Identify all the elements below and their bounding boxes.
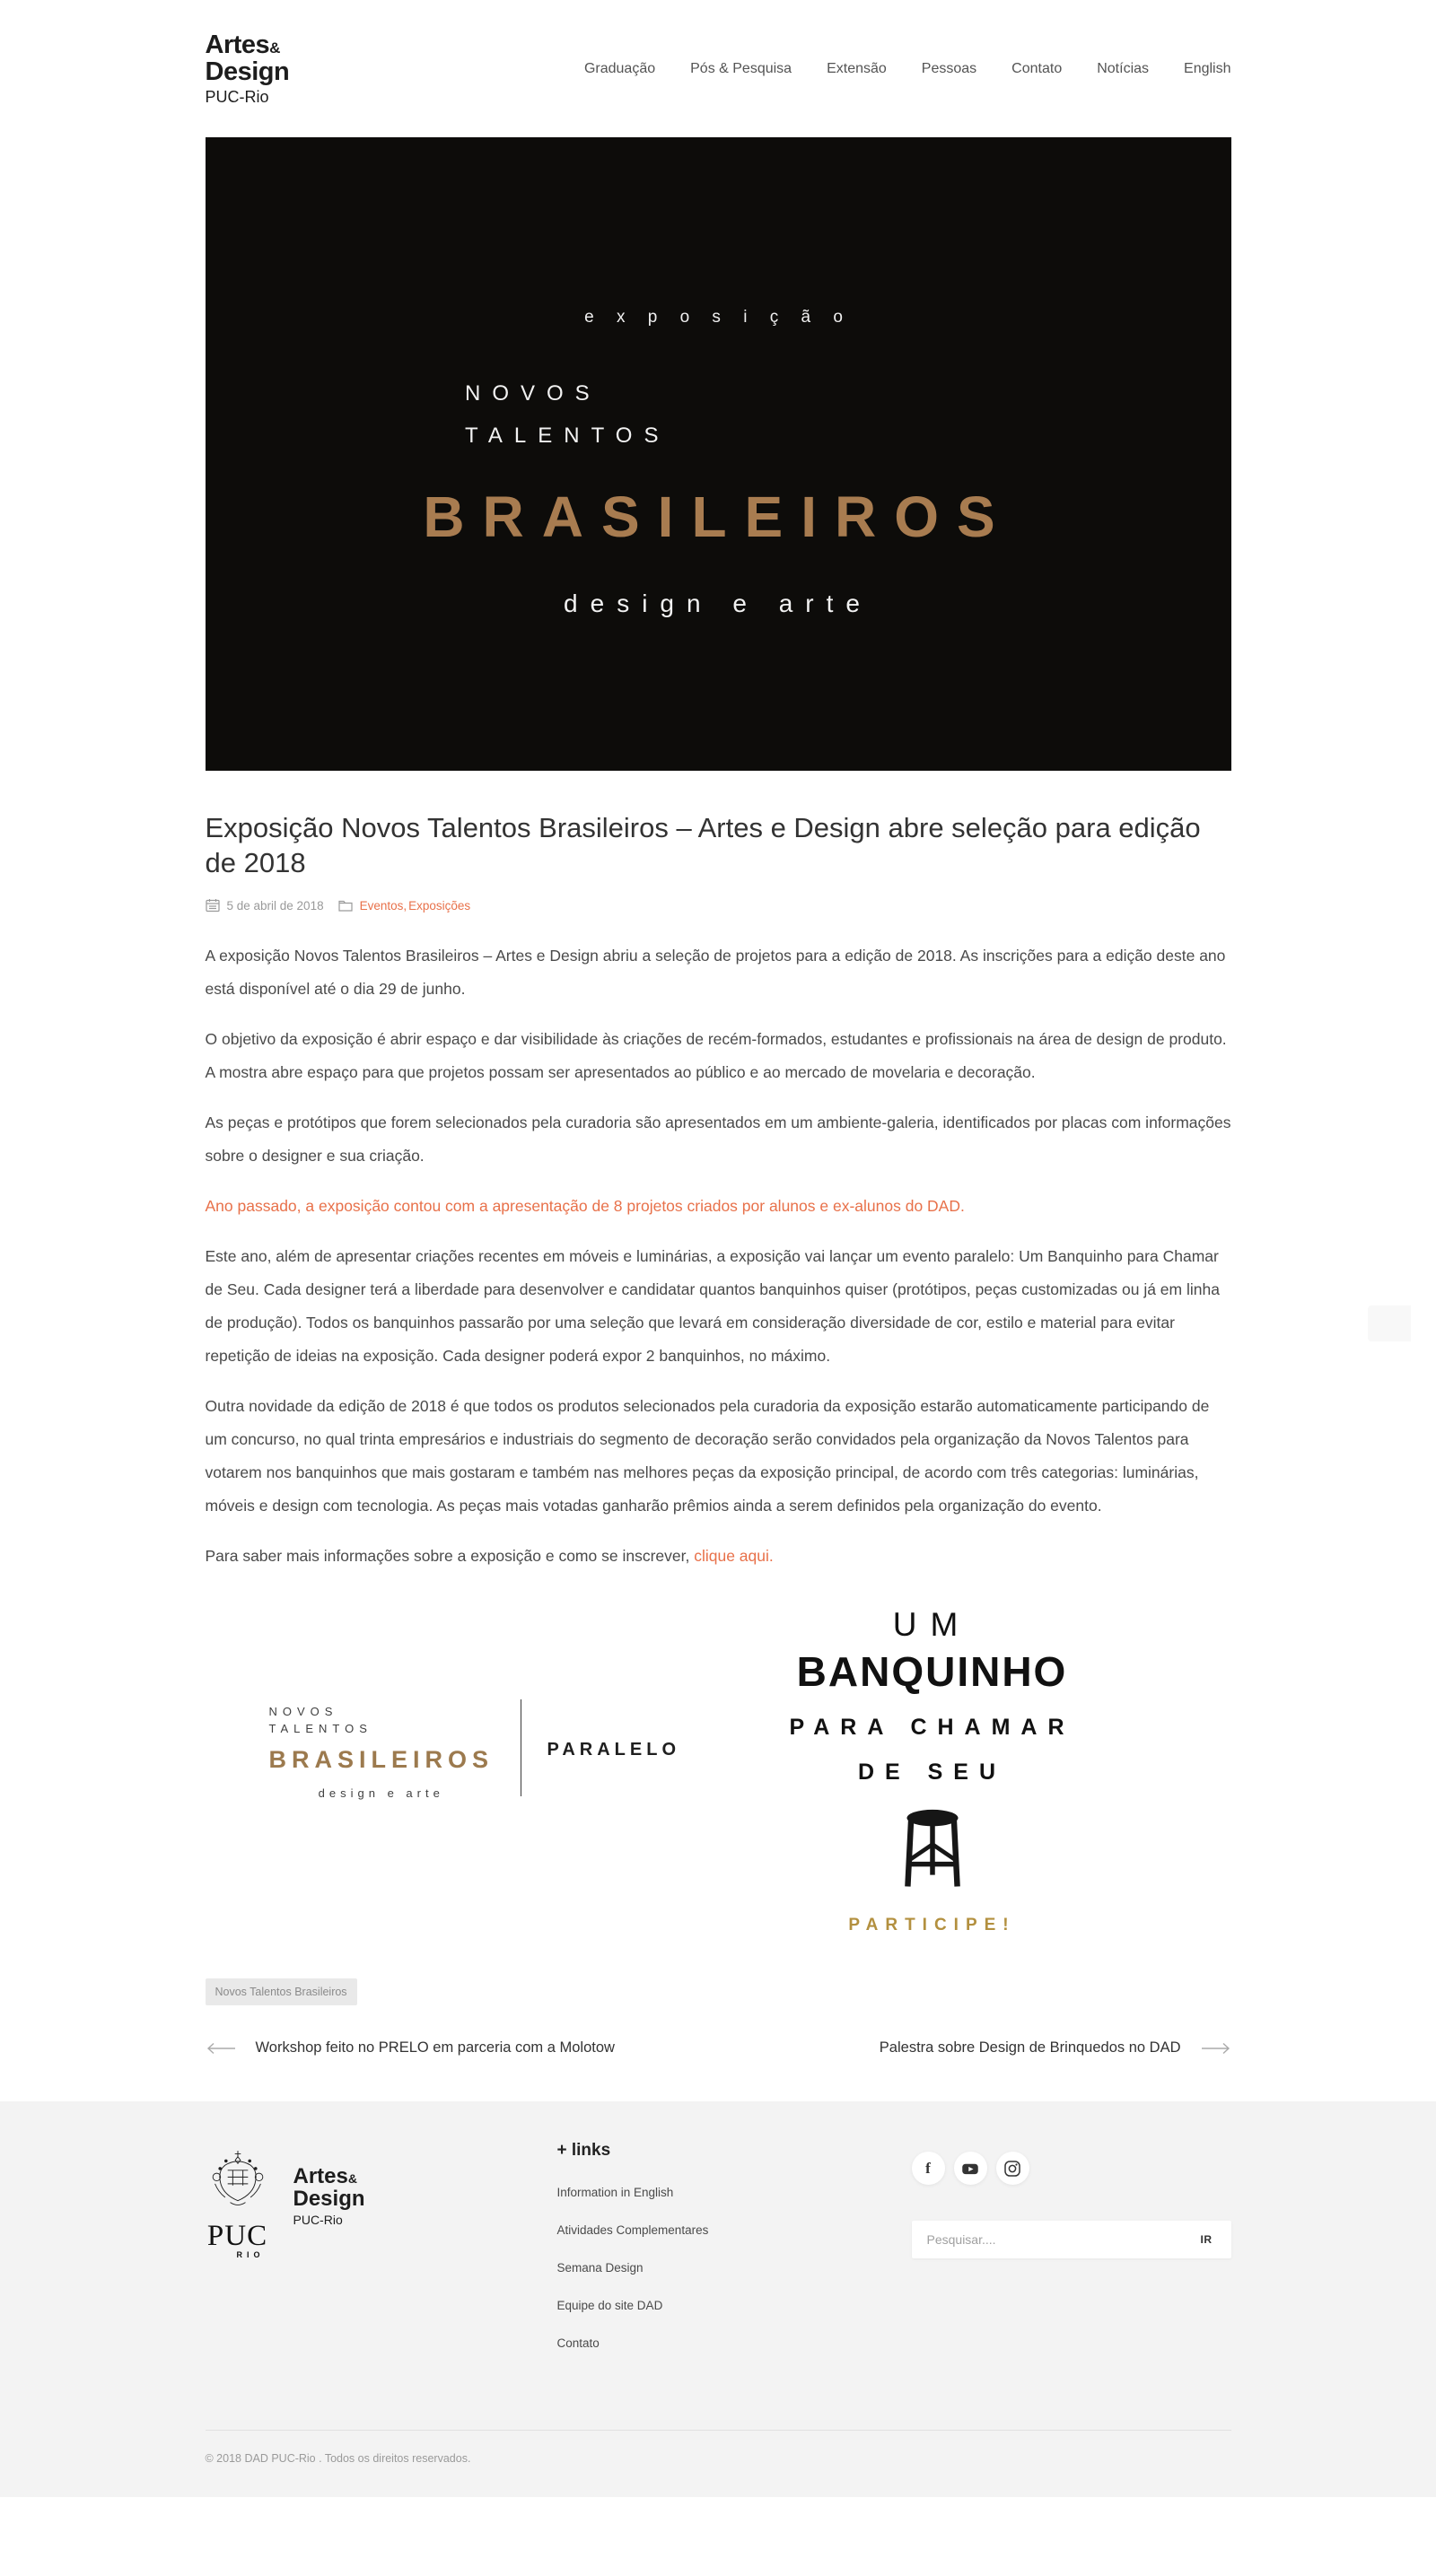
article-paragraph: O objetivo da exposição é abrir espaço e dar visibilidade às criações de recém-formados, estudantes e profissionais na área de design de produto. A mostra abre espaço para que projetos possam ser apresentados ao público e ao mercado de movelaria e decoração. bbox=[205, 1030, 1227, 1081]
calendar-icon bbox=[206, 898, 220, 913]
social-buttons bbox=[912, 2152, 1231, 2185]
share-widget[interactable] bbox=[1368, 1305, 1411, 1341]
folder-icon bbox=[338, 899, 353, 912]
footer-link-information-in-english[interactable]: Information in English bbox=[556, 2186, 674, 2199]
banner-brasileiros-lockup: NOVOS TALENTOS BRASILEIROS design e arte bbox=[268, 1705, 495, 1800]
article-paragraph: Este ano, além de apresentar criações recentes em móveis e luminárias, a exposição vai lançar um evento paralelo: Um Banquinho para Chamar de Seu. Cada designer terá a liberdade para desenvolver e candidatar quantos banquinhos quiser (protótipos, peças customizadas ou já em linha de produção). Todos os banquinhos passarão por uma seleção que levará em consideração diversidade de cor, estilo e material para evitar repetição de ideias na exposição. Cada designer poderá expor 2 banquinhos, no máximo. bbox=[205, 1247, 1220, 1365]
youtube-icon[interactable] bbox=[954, 2152, 987, 2185]
logo-text: Artes bbox=[205, 31, 270, 59]
stool-icon bbox=[722, 1809, 1143, 1896]
hero-line-talentos: TALENTOS bbox=[465, 424, 670, 448]
site-logo[interactable] bbox=[206, 32, 290, 105]
site-footer bbox=[0, 2101, 1436, 2497]
article-paragraph: Outra novidade da edição de 2018 é que todos os produtos selecionados pela curadoria da exposição estarão automaticamente participando de um concurso, no qual trinta empresários e industriais do segmento de decoração serão convidados pela organização da Novos Talentos para votarem nos banquinhos que mais gostaram e também nas melhores peças da exposição principal, de acordo com três categorias: luminárias, móveis e design com tecnologia. As peças mais votadas ganharão prêmios ainda a serem definidos pela organização do evento. bbox=[205, 1397, 1210, 1515]
nav-item-english[interactable]: English bbox=[1184, 60, 1231, 76]
logo-text-2: Design bbox=[205, 57, 290, 86]
footer-links bbox=[557, 2128, 912, 2397]
hero-kicker: e x p o s i ç ã o bbox=[584, 308, 852, 327]
footer-link-semana-design[interactable]: Semana Design bbox=[556, 2261, 644, 2275]
article bbox=[206, 810, 1231, 2101]
category-link-exposicoes[interactable]: Exposições bbox=[408, 898, 471, 913]
nav-item-noticias[interactable]: Notícias bbox=[1097, 60, 1150, 76]
article-closing-paragraph: Para saber mais informações sobre a exposição e como se inscrever, clique aqui. bbox=[205, 1547, 774, 1565]
logo-ampersand: & bbox=[269, 39, 280, 57]
category-link-eventos[interactable]: Eventos bbox=[359, 898, 404, 913]
article-paragraph: As peças e protótipos que forem selecionados pela curadoria são apresentados em um ambiente-galeria, identificados por placas com informações sobre o designer e sua criação. bbox=[205, 1113, 1231, 1165]
search-go-button[interactable]: IR bbox=[1195, 2232, 1218, 2247]
highlight-link[interactable]: Ano passado, a exposição contou com a apresentação de 8 projetos criados por alunos e ex-alunos do DAD. bbox=[205, 1197, 965, 1215]
instagram-icon[interactable] bbox=[996, 2152, 1029, 2185]
seal-rio-text: RIO bbox=[236, 2250, 265, 2259]
hero-image bbox=[206, 137, 1231, 771]
post-title: Exposição Novos Talentos Brasileiros – Artes e Design abre seleção para edição de 2018 bbox=[205, 812, 1201, 878]
previous-post-link[interactable]: Workshop feito no PRELO em parceria com a Molotow bbox=[206, 2039, 615, 2056]
banner-banquinho-lockup: UM BANQUINHO PARA CHAMAR DE SEU PARTICIPE! bbox=[722, 1606, 1143, 1935]
arrow-right-icon bbox=[1201, 2042, 1231, 2055]
participe-label: PARTICIPE! bbox=[848, 1916, 1016, 1934]
footer-logo[interactable]: Artes& Design PUC-Rio bbox=[293, 2164, 365, 2227]
post-meta bbox=[206, 898, 1231, 913]
article-paragraph: A exposição Novos Talentos Brasileiros – Artes e Design abriu a seleção de projetos para a edição de 2018. As inscrições para a edição deste ano está disponível até o dia 29 de junho. bbox=[205, 947, 1226, 998]
nav-item-contato[interactable]: Contato bbox=[1011, 60, 1063, 76]
facebook-icon[interactable]: f bbox=[912, 2152, 945, 2185]
hero-line-novos: NOVOS bbox=[465, 381, 601, 406]
post-date: 5 de abril de 2018 bbox=[226, 898, 324, 913]
logo-subtitle: PUC-Rio bbox=[205, 88, 269, 106]
footer-link-atividades-complementares[interactable]: Atividades Complementares bbox=[556, 2223, 709, 2237]
arrow-left-icon bbox=[206, 2042, 236, 2055]
nav-item-extensao[interactable]: Extensão bbox=[827, 60, 887, 76]
article-highlight-paragraph bbox=[206, 1190, 1231, 1223]
category-separator: , bbox=[403, 898, 407, 913]
search-input[interactable] bbox=[925, 2231, 1195, 2248]
hero-title-brasileiros: BRASILEIROS bbox=[423, 485, 1013, 549]
main-nav bbox=[549, 61, 1231, 77]
puc-rio-seal bbox=[206, 2150, 270, 2397]
footer-link-equipe-do-site-dad[interactable]: Equipe do site DAD bbox=[556, 2299, 663, 2312]
nav-item-pos-pesquisa[interactable]: Pós & Pesquisa bbox=[690, 60, 792, 76]
post-navigation bbox=[206, 2039, 1231, 2101]
banner-paralelo-label: PARALELO bbox=[547, 1740, 681, 1760]
tag-novos-talentos-brasileiros[interactable]: Novos Talentos Brasileiros bbox=[206, 1978, 357, 2005]
clique-aqui-link[interactable]: clique aqui. bbox=[694, 1547, 774, 1565]
banner-image bbox=[206, 1601, 1231, 1945]
site-header bbox=[0, 0, 1436, 137]
footer-links-title: + links bbox=[556, 2141, 611, 2160]
next-post-link[interactable]: Palestra sobre Design de Brinquedos no DAD bbox=[880, 2039, 1231, 2056]
hero-tagline: design e arte bbox=[564, 589, 872, 617]
nav-item-graduacao[interactable]: Graduação bbox=[583, 60, 656, 76]
nav-item-pessoas[interactable]: Pessoas bbox=[921, 60, 977, 76]
seal-puc-text: PUC bbox=[206, 2220, 268, 2252]
search-bar bbox=[912, 2221, 1231, 2258]
footer-link-contato[interactable]: Contato bbox=[556, 2336, 600, 2350]
copyright-text: © 2018 DAD PUC-Rio . Todos os direitos reservados. bbox=[205, 2452, 471, 2465]
